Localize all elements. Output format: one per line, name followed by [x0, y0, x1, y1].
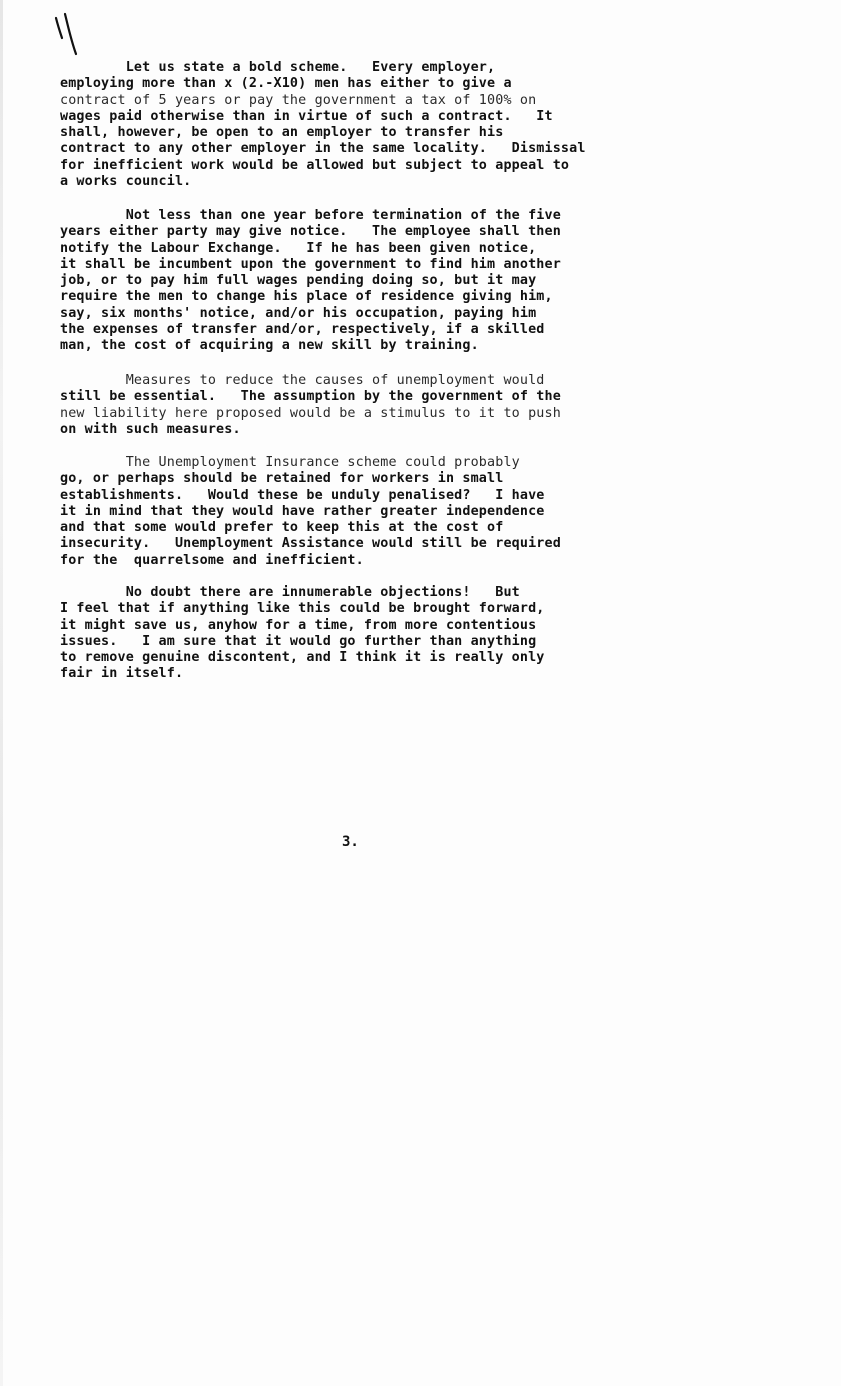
paragraph-line: The Unemployment Insurance scheme could probably — [60, 455, 520, 470]
paragraph-line: shall, however, be open to an employer to transfer his — [60, 125, 504, 141]
paragraph-line: No doubt there are innumerable objections! But — [60, 585, 520, 600]
page-number: 3. — [342, 834, 359, 850]
paragraph-line: it in mind that they would have rather greater independence — [60, 503, 545, 519]
paragraph-line: to remove genuine discontent, and I think it is really only — [60, 650, 545, 666]
scan-edge — [0, 0, 3, 1386]
paragraph-line: the expenses of transfer and/or, respectively, if a skilled — [60, 322, 545, 338]
paragraph-2 — [60, 208, 710, 355]
paragraph-line: for the quarrelsome and inefficient. — [60, 552, 364, 568]
paragraph-line: employing more than x (2.-X10) men has either to give a — [60, 76, 512, 92]
paragraph-line: new liability here proposed would be a stimulus to it to push — [60, 405, 561, 421]
paragraph-line: go, or perhaps should be retained for workers in small — [60, 471, 504, 487]
paragraph-line: years either party may give notice. The employee shall then — [60, 224, 561, 240]
paragraph-line: Not less than one year before termination of the five — [60, 208, 561, 223]
paragraph-line: fair in itself. — [60, 666, 184, 682]
paragraph-line: for inefficient work would be allowed but subject to appeal to — [60, 157, 570, 173]
paragraph-line: say, six months' notice, and/or his occupation, paying him — [60, 305, 537, 321]
paragraph-line: Let us state a bold scheme. Every employer, — [60, 60, 496, 75]
paragraph-line: notify the Labour Exchange. If he has been given notice, — [60, 240, 537, 256]
paragraph-line: issues. I am sure that it would go further than anything — [60, 633, 537, 649]
paragraph-1 — [60, 60, 710, 190]
paragraph-line: man, the cost of acquiring a new skill by training. — [60, 338, 479, 354]
paragraph-line: establishments. Would these be unduly penalised? I have — [60, 487, 545, 503]
paragraph-3 — [60, 373, 710, 438]
paragraph-line: on with such measures. — [60, 421, 241, 437]
paragraph-line: wages paid otherwise than in virtue of such a contract. It — [60, 108, 553, 124]
paragraph-line: and that some would prefer to keep this at the cost of — [60, 520, 504, 536]
paragraph-line: contract to any other employer in the same locality. Dismissal — [60, 141, 586, 157]
paragraph-line: it might save us, anyhow for a time, from more contentious — [60, 617, 537, 633]
paragraph-line: Measures to reduce the causes of unemployment would — [60, 373, 545, 388]
paragraph-line: I feel that if anything like this could be brought forward, — [60, 601, 545, 617]
paragraph-line: it shall be incumbent upon the government to find him another — [60, 256, 561, 272]
paragraph-line: job, or to pay him full wages pending doing so, but it may — [60, 273, 537, 289]
paragraph-line: a works council. — [60, 174, 192, 190]
paragraph-line: contract of 5 years or pay the government a tax of 100% on — [60, 92, 537, 108]
paragraph-line: still be essential. The assumption by the government of the — [60, 389, 561, 405]
paragraph-line: insecurity. Unemployment Assistance would still be required — [60, 536, 561, 552]
paragraph-4 — [60, 455, 710, 569]
paragraph-line: require the men to change his place of residence giving him, — [60, 289, 553, 305]
paragraph-5 — [60, 585, 710, 683]
